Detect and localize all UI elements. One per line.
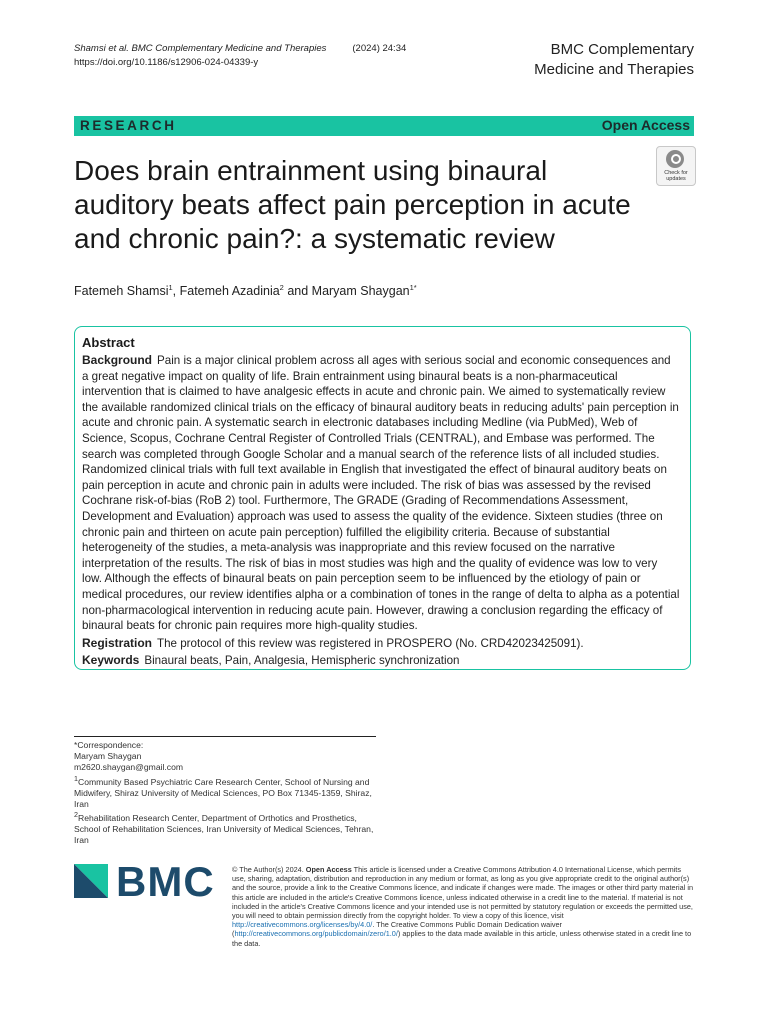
year-volume: (2024) 24:34 xyxy=(352,43,407,54)
open-access-label: Open Access xyxy=(601,117,690,133)
running-header xyxy=(74,42,406,70)
author-3[interactable]: Maryam Shaygan xyxy=(311,284,410,299)
abstract-keywords: Keywords Binaural beats, Pain, Analgesia, Hemispheric synchronization xyxy=(82,653,460,668)
journal-name: BMC Complementary Medicine and Therapies xyxy=(534,41,694,78)
check-updates-icon xyxy=(666,150,684,168)
corresponding-author: Maryam Shaygan xyxy=(74,751,142,762)
author-1[interactable]: Fatemeh Shamsi xyxy=(74,284,169,299)
bmc-logo-icon xyxy=(74,864,108,898)
abstract-background: Background Pain is a major clinical problem across all ages with serious social and economic consequences and a great negative impact on quality of life. Brain entrainment using binaural beats is a non-pharmaceutical intervention that is claimed to have analgesic effects in acute and chronic pain. We aimed to systematically review the available randomized clinical trials on the efficacy of binaural auditory beats in reducing adults' pain perception in acute and chronic pain. A systematic search in electronic databases including Medline (via PubMed), Web of Science, Scopus, Cochrane Central Register of Controlled Trials (CENTRAL), and Embase was performed. The search was completed through Google Scholar and a manual search of the reference lists of all included studies. Randomized clinical trials with full text available in English that investigated the effect of binaural auditory beats on pain perception in acute and chronic pain in adults were included. The risk of bias was assessed by the revised Cochrane risk-of-bias (RoB 2) tool. Furthermore, The GRADE (Grading of Recommendations Assessment, Development and Evaluation) approach was used to assess the quality of the evidence. Sixteen studies (three on chronic pain and thirteen on acute pain perception) fulfilled the eligibility criteria. Because of substantial heterogeneity of the studies, a meta-analysis was inappropriate and this review focused on the narrative interpretation of the results. The risk of bias in most studies was high and the quality of evidence was low to very low. Although the effects of binaural beats on pain perception seem to be influenced by the etiology of pain or medical procedures, our review identifies alpha or a combination of tones in the range of delta to alpha as a potential non-pharmacological intervention in reducing acute pain. However, drawing a conclusion regarding the efficacy of binaural beats for chronic pain requires more high-quality studies. xyxy=(82,353,680,633)
abstract-box xyxy=(74,326,691,670)
section-label: RESEARCH xyxy=(80,118,177,133)
corresponding-email[interactable]: m2620.shaygan@gmail.com xyxy=(74,762,184,773)
correspondence-block: *Correspondence: Maryam Shaygan m2620.shaygan@gmail.com $^1$Community Based Psychiatric Care Research Center, School of Nursing and Midwifery, Shiraz University of Medical Sciences, PO Box 71345-1359, Shiraz, Iran $^2$Rehabilitation Research Center, Department of Orthotics and Prosthetics, School of Rehabilitation Sciences, Iran University of Medical Sciences, Tehran, Iran xyxy=(74,740,374,846)
abstract-registration: Registration The protocol of this review was registered in PROSPERO (No. CRD42023425091). xyxy=(82,635,584,650)
footnote-divider xyxy=(74,736,376,737)
license-link[interactable]: http://creativecommons.org/licenses/by/4.0/ xyxy=(232,920,373,930)
abstract-heading: Abstract xyxy=(82,335,135,350)
section-band xyxy=(74,116,694,136)
bmc-logo xyxy=(74,858,224,910)
author-2[interactable]: Fatemeh Azadinia xyxy=(179,284,280,299)
doi-link[interactable]: https://doi.org/10.1186/s12906-024-04339-y xyxy=(74,57,259,68)
bmc-logo-text: BMC xyxy=(116,858,215,905)
public-domain-link[interactable]: http://creativecommons.org/publicdomain/zero/1.0/ xyxy=(234,929,398,939)
license-text: © The Author(s) 2024. Open Access This article is licensed under a Creative Commons Attribution 4.0 International License, which permits use, sharing, adaptation, distribution and reproduction in any medium or format, as long as you give appropriate credit to the original author(s) and the source, provide a link to the Creative Commons licence, and indicate if changes were made. The images or other third party material in this article are included in the article's Creative Commons licence, unless indicated otherwise in a credit line to the material. If material is not included in the article's Creative Commons licence and your intended use is not permitted by statutory regulation or exceeds the permitted use, you will need to obtain permission directly from the copyright holder. To view a copy of this licence, visit http://creativecommons.org/licenses/by/4.0/. The Creative Commons Public Domain Dedication waiver (http://creativecommons.org/publicdomain/zero/1.0/) applies to the data made available in this article, unless otherwise stated in a credit line to the data. xyxy=(232,865,694,948)
affiliation-1: $^1$Community Based Psychiatric Care Research Center, School of Nursing and Midwifery, Shiraz University of Medical Sciences, PO Box 71345-1359, Shiraz, Iran xyxy=(74,774,372,809)
check-for-updates-badge[interactable]: Check for updates xyxy=(656,146,696,186)
affiliation-2: $^2$Rehabilitation Research Center, Department of Orthotics and Prosthetics, School of Rehabilitation Sciences, Iran University of Medical Sciences, Tehran, Iran xyxy=(74,811,374,846)
citation: Shamsi et al. BMC Complementary Medicine and Therapies xyxy=(74,43,327,54)
article-title: Does brain entrainment using binaural auditory beats affect pain perception in acute and chronic pain?: a systematic review xyxy=(74,155,631,254)
author-list: Fatemeh Shamsi$^1$, Fatemeh Azadinia$^2$ and Maryam Shaygan$^{1*}$ xyxy=(74,283,417,299)
